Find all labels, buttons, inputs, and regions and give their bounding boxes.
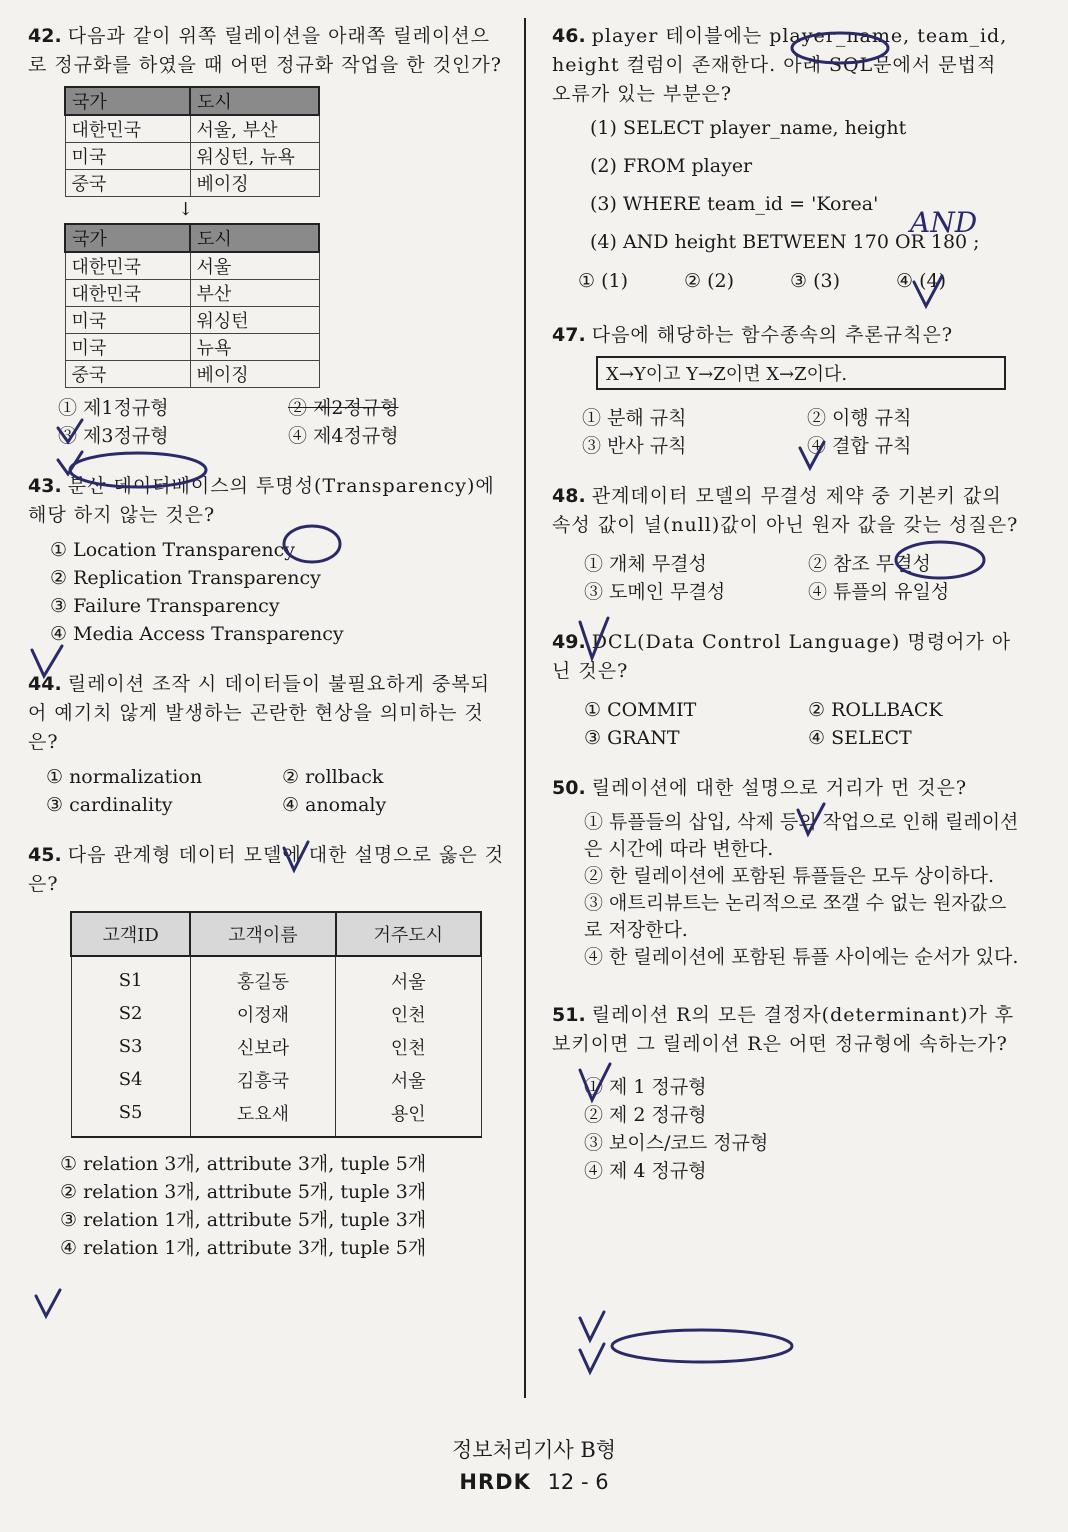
option-1[interactable]: ① 제1정규형 — [58, 397, 169, 419]
table-cell: 김흥국 — [190, 1063, 335, 1096]
table-cell: 뉴욕 — [190, 334, 319, 361]
question-text: 관계데이터 모델의 무결성 제약 중 기본키 값의 속성 값이 널(null)값이 아닌 원자 값을 갖는 성질은? — [552, 485, 1019, 536]
table-cell: S5 — [71, 1096, 190, 1137]
table-row — [65, 280, 319, 307]
table-row — [71, 1096, 481, 1137]
question-49 — [552, 628, 1022, 686]
table-cell: 미국 — [65, 334, 190, 361]
answer-options — [584, 809, 1022, 971]
table-row — [71, 1030, 481, 1063]
table-cell: 인천 — [336, 1030, 481, 1063]
option-4[interactable]: ④ 제 4 정규형 — [584, 1160, 707, 1182]
answer-options — [584, 696, 1022, 752]
question-text: 릴레이션 조작 시 데이터들이 불필요하게 중복되어 예기치 않게 발생하는 곤란한 현상을 의미하는 것은? — [28, 673, 490, 753]
relation-table-after — [64, 223, 320, 388]
question-number: 42. — [28, 25, 62, 47]
table-cell: 인천 — [336, 997, 481, 1030]
option-1[interactable]: ① 분해 규칙 — [582, 407, 687, 429]
table-cell: 서울 — [336, 956, 481, 997]
question-45 — [28, 841, 508, 899]
question-text: 릴레이션에 대한 설명으로 거리가 먼 것은? — [591, 777, 968, 799]
option-4[interactable]: ④ SELECT — [808, 727, 912, 749]
table-row — [65, 252, 319, 280]
table-row — [71, 997, 481, 1030]
question-text: DCL(Data Control Language) 명령어가 아닌 것은? — [552, 631, 1012, 682]
question-number: 47. — [552, 324, 586, 346]
check-mark-icon — [580, 1344, 604, 1372]
right-column — [552, 22, 1022, 1185]
table-cell: 용인 — [336, 1096, 481, 1137]
circle-mark-icon — [612, 1330, 792, 1362]
option-2[interactable]: ② 한 릴레이션에 포함된 튜플들은 모두 상이하다. — [584, 865, 995, 887]
answer-options — [582, 404, 1022, 460]
sql-line: (2) FROM player — [590, 155, 753, 177]
option-4[interactable]: ④ (4) — [896, 270, 946, 292]
option-1[interactable]: ① 튜플들의 삽입, 삭제 등의 작업으로 인해 릴레이션은 시간에 따라 변한다. — [584, 811, 1019, 860]
table-cell: 홍길동 — [190, 956, 335, 997]
option-1[interactable]: ① (1) — [578, 270, 628, 292]
answer-options — [584, 1073, 1022, 1185]
question-47 — [552, 321, 1022, 350]
option-3[interactable]: ③ 반사 규칙 — [582, 435, 687, 457]
option-1[interactable]: ① COMMIT — [584, 699, 697, 721]
table-header: 고객이름 — [190, 912, 335, 956]
table-row — [65, 143, 319, 170]
hrdk-logo: HRDK — [459, 1470, 531, 1494]
question-text: 다음 관계형 데이터 모델에 대한 설명으로 옳은 것은? — [28, 844, 505, 895]
table-cell: S3 — [71, 1030, 190, 1063]
column-divider — [524, 18, 526, 1398]
table-cell: S4 — [71, 1063, 190, 1096]
answer-options — [50, 536, 508, 648]
table-cell: 워싱턴 — [190, 307, 319, 334]
option-3[interactable]: ③ GRANT — [584, 727, 680, 749]
table-cell: S2 — [71, 997, 190, 1030]
check-mark-icon — [580, 1312, 604, 1340]
option-4[interactable]: ④ 결합 규칙 — [807, 435, 912, 457]
table-row — [71, 1063, 481, 1096]
question-number: 46. — [552, 25, 586, 47]
option-1[interactable]: ① Location Transparency — [50, 539, 296, 561]
table-cell: 이정재 — [190, 997, 335, 1030]
table-header: 도시 — [190, 87, 319, 115]
table-header: 국가 — [65, 224, 190, 252]
question-number: 45. — [28, 844, 62, 866]
question-48 — [552, 482, 1022, 540]
question-43 — [28, 472, 508, 530]
relation-table-before — [64, 86, 320, 197]
option-1[interactable]: ① relation 3개, attribute 3개, tuple 5개 — [60, 1153, 427, 1175]
sql-line: (1) SELECT player_name, height — [590, 117, 907, 139]
footer-title: 정보처리기사 B형 — [451, 1438, 617, 1462]
page-number: 12 - 6 — [547, 1470, 609, 1494]
question-number: 51. — [552, 1004, 586, 1026]
question-text: 분산 데이터베이스의 투명성(Transparency)에 해당 하지 않는 것은? — [28, 475, 495, 526]
option-3[interactable]: ③ 제3정규형 — [58, 425, 169, 447]
option-2[interactable]: ② 참조 무결성 — [808, 553, 931, 575]
rule-box: X→Y이고 Y→Z이면 X→Z이다. — [596, 356, 1006, 390]
footer-page-info — [0, 1470, 1068, 1494]
answer-options — [584, 550, 1022, 606]
table-row — [65, 361, 319, 388]
table-cell: 중국 — [65, 170, 190, 197]
option-4[interactable]: ④ 튜플의 유일성 — [808, 581, 950, 603]
question-number: 44. — [28, 673, 62, 695]
option-2[interactable]: ② (2) — [684, 270, 734, 292]
sql-line: (3) WHERE team_id = 'Korea' — [590, 193, 879, 215]
option-1[interactable]: ① 제 1 정규형 — [584, 1076, 707, 1098]
table-cell: 미국 — [65, 143, 190, 170]
option-4[interactable]: ④ Media Access Transparency — [50, 623, 344, 645]
answer-options — [60, 1150, 508, 1262]
option-3[interactable]: ③ 보이스/코드 정규형 — [584, 1132, 769, 1154]
down-arrow: ↓ — [178, 199, 194, 220]
option-3[interactable]: ③ Failure Transparency — [50, 595, 280, 617]
question-51 — [552, 1001, 1022, 1059]
table-cell: 서울 — [336, 1063, 481, 1096]
option-2[interactable]: ② 제2정규형 — [288, 397, 399, 419]
option-1[interactable]: ① 개체 무결성 — [584, 553, 707, 575]
option-4[interactable]: ④ anomaly — [282, 794, 387, 816]
option-2[interactable]: ② ROLLBACK — [808, 699, 943, 721]
question-text: 릴레이션 R의 모든 결정자(determinant)가 후보키이면 그 릴레이션 R은 어떤 정규형에 속하는가? — [552, 1004, 1015, 1055]
table-cell: 부산 — [190, 280, 319, 307]
question-42 — [28, 22, 508, 80]
question-number: 43. — [28, 475, 62, 497]
option-3[interactable]: ③ cardinality — [46, 794, 173, 816]
option-2[interactable]: ② Replication Transparency — [50, 567, 321, 589]
option-4[interactable]: ④ 제4정규형 — [288, 425, 399, 447]
option-4[interactable]: ④ 한 릴레이션에 포함된 튜플 사이에는 순서가 있다. — [584, 946, 1019, 968]
customer-table — [70, 911, 482, 1138]
table-cell: 워싱턴, 뉴욕 — [190, 143, 319, 170]
sql-statement — [590, 109, 1022, 261]
table-cell: 대한민국 — [65, 115, 190, 143]
table-row — [65, 170, 319, 197]
table-cell: 미국 — [65, 307, 190, 334]
option-3[interactable]: ③ relation 1개, attribute 5개, tuple 3개 — [60, 1209, 427, 1231]
question-50 — [552, 774, 1022, 803]
table-row — [65, 307, 319, 334]
table-cell: 대한민국 — [65, 252, 190, 280]
question-44 — [28, 670, 508, 757]
table-cell: 대한민국 — [65, 280, 190, 307]
question-number: 49. — [552, 631, 586, 653]
table-cell: 서울, 부산 — [190, 115, 319, 143]
question-text: player 테이블에는 player_name, team_id, height 컬럼이 존재한다. 아래 SQL문에서 문법적 오류가 있는 부분은? — [552, 25, 1008, 105]
table-header: 도시 — [190, 224, 319, 252]
table-cell: S1 — [71, 956, 190, 997]
table-header: 고객ID — [71, 912, 190, 956]
option-4[interactable]: ④ relation 1개, attribute 3개, tuple 5개 — [60, 1237, 427, 1259]
option-3[interactable]: ③ 애트리뷰트는 논리적으로 쪼갤 수 없는 원자값으로 저장한다. — [584, 892, 1007, 941]
table-cell: 중국 — [65, 361, 190, 388]
check-mark-icon — [36, 1290, 60, 1316]
table-row — [65, 115, 319, 143]
option-2[interactable]: ② 제 2 정규형 — [584, 1104, 707, 1126]
table-cell: 서울 — [190, 252, 319, 280]
handwritten-note: AND — [910, 206, 978, 239]
option-3[interactable]: ③ (3) — [790, 270, 840, 292]
table-cell: 신보라 — [190, 1030, 335, 1063]
option-2[interactable]: ② relation 3개, attribute 5개, tuple 3개 — [60, 1181, 427, 1203]
left-column — [28, 22, 508, 1262]
question-number: 50. — [552, 777, 586, 799]
option-1[interactable]: ① normalization — [46, 766, 203, 788]
table-cell: 도요새 — [190, 1096, 335, 1137]
question-46 — [552, 22, 1022, 109]
question-text: 다음에 해당하는 함수종속의 추론규칙은? — [591, 324, 954, 346]
question-number: 48. — [552, 485, 586, 507]
option-3[interactable]: ③ 도메인 무결성 — [584, 581, 726, 603]
option-2[interactable]: ② rollback — [282, 766, 384, 788]
table-row — [65, 334, 319, 361]
option-2[interactable]: ② 이행 규칙 — [807, 407, 912, 429]
answer-options — [46, 763, 508, 819]
sql-line: (4) AND height BETWEEN 170 OR 180 ; — [590, 231, 980, 253]
table-header: 거주도시 — [336, 912, 481, 956]
table-cell: 베이징 — [190, 170, 319, 197]
table-header: 국가 — [65, 87, 190, 115]
answer-options — [58, 394, 508, 450]
answer-options — [578, 267, 1022, 295]
table-cell: 베이징 — [190, 361, 319, 388]
table-row — [71, 956, 481, 997]
question-text: 다음과 같이 위쪽 릴레이션을 아래쪽 릴레이션으로 정규화를 하였을 때 어떤 정규화 작업을 한 것인가? — [28, 25, 502, 76]
